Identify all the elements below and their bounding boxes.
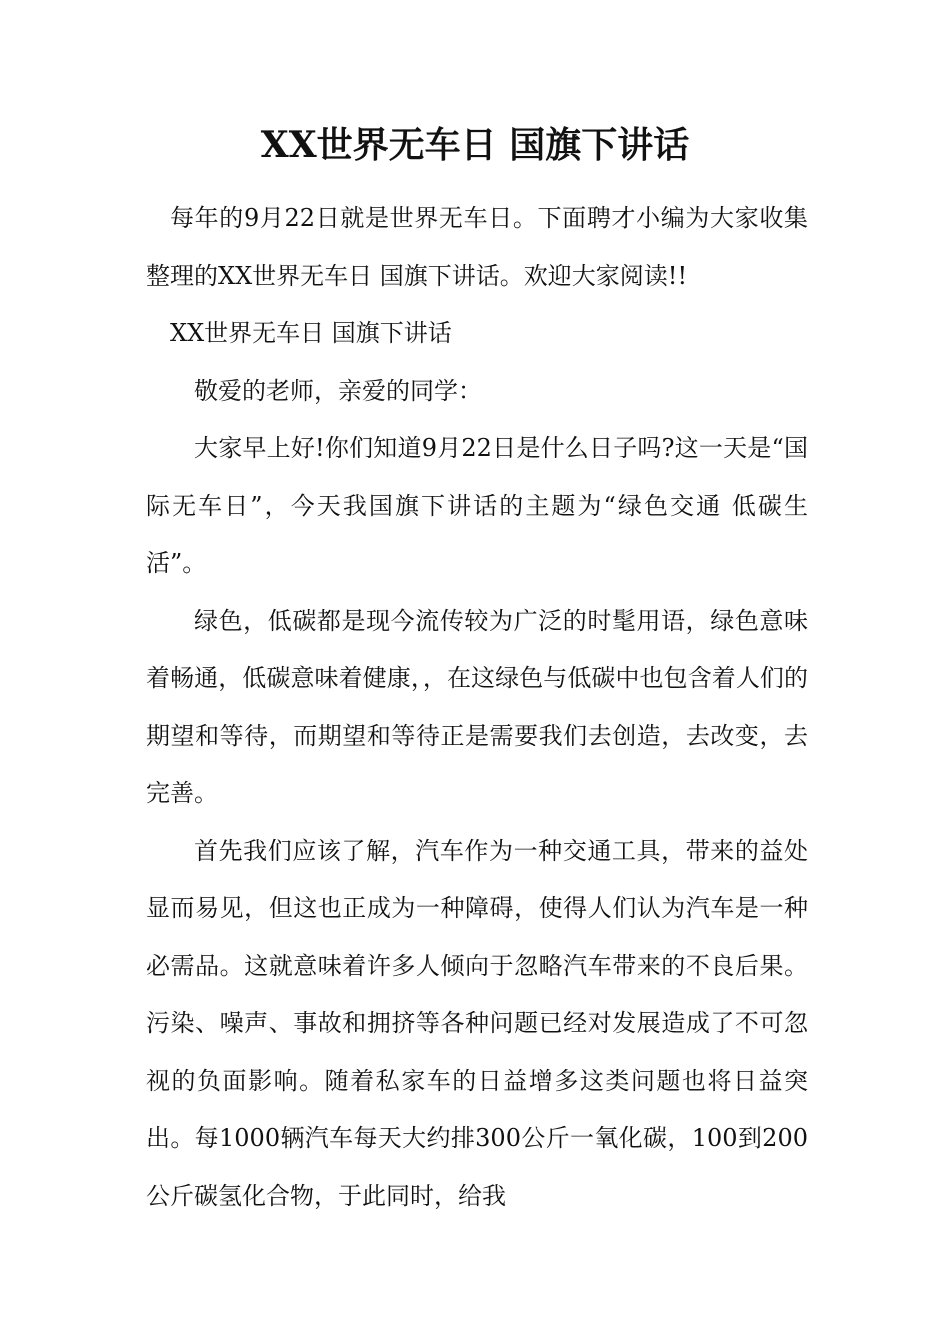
speech-heading: XX世界无车日 国旗下讲话 <box>170 319 452 347</box>
intro-paragraph: 每年的9月22日就是世界无车日。下面聘才小编为大家收集整理的XX世界无车日 国旗下讲话。欢迎大家阅读!! <box>146 204 808 290</box>
document-title: XX世界无车日 国旗下讲话 <box>260 124 690 166</box>
car-impact-paragraph: 首先我们应该了解，汽车作为一种交通工具，带来的益处显而易见，但这也正成为一种障碍，使得人们认为汽车是一种必需品。这就意味着许多人倾向于忽略汽车带来的不良后果。污染、噪声、事故和拥挤等各种问题已经对发展造成了不可忽视的负面影响。随着私家车的日益增多这类问题也将日益突出。每1000辆汽车每天大约排300公斤一氧化碳，100到200公斤碳氢化合物，于此同时，给我 <box>146 836 808 1210</box>
greeting-paragraph: 大家早上好!你们知道9月22日是什么日子吗?这一天是“国际无车日”，今天我国旗下讲话的主题为“绿色交通 低碳生活”。 <box>146 434 808 577</box>
salutation-paragraph: 敬爱的老师，亲爱的同学： <box>194 376 482 405</box>
green-lowcarbon-paragraph: 绿色，低碳都是现今流传较为广泛的时髦用语，绿色意味着畅通，低碳意味着健康，，在这绿色与低碳中也包含着人们的期望和等待，而期望和等待正是需要我们去创造，去改变，去完善。 <box>146 606 808 807</box>
document-body <box>146 190 808 1225</box>
